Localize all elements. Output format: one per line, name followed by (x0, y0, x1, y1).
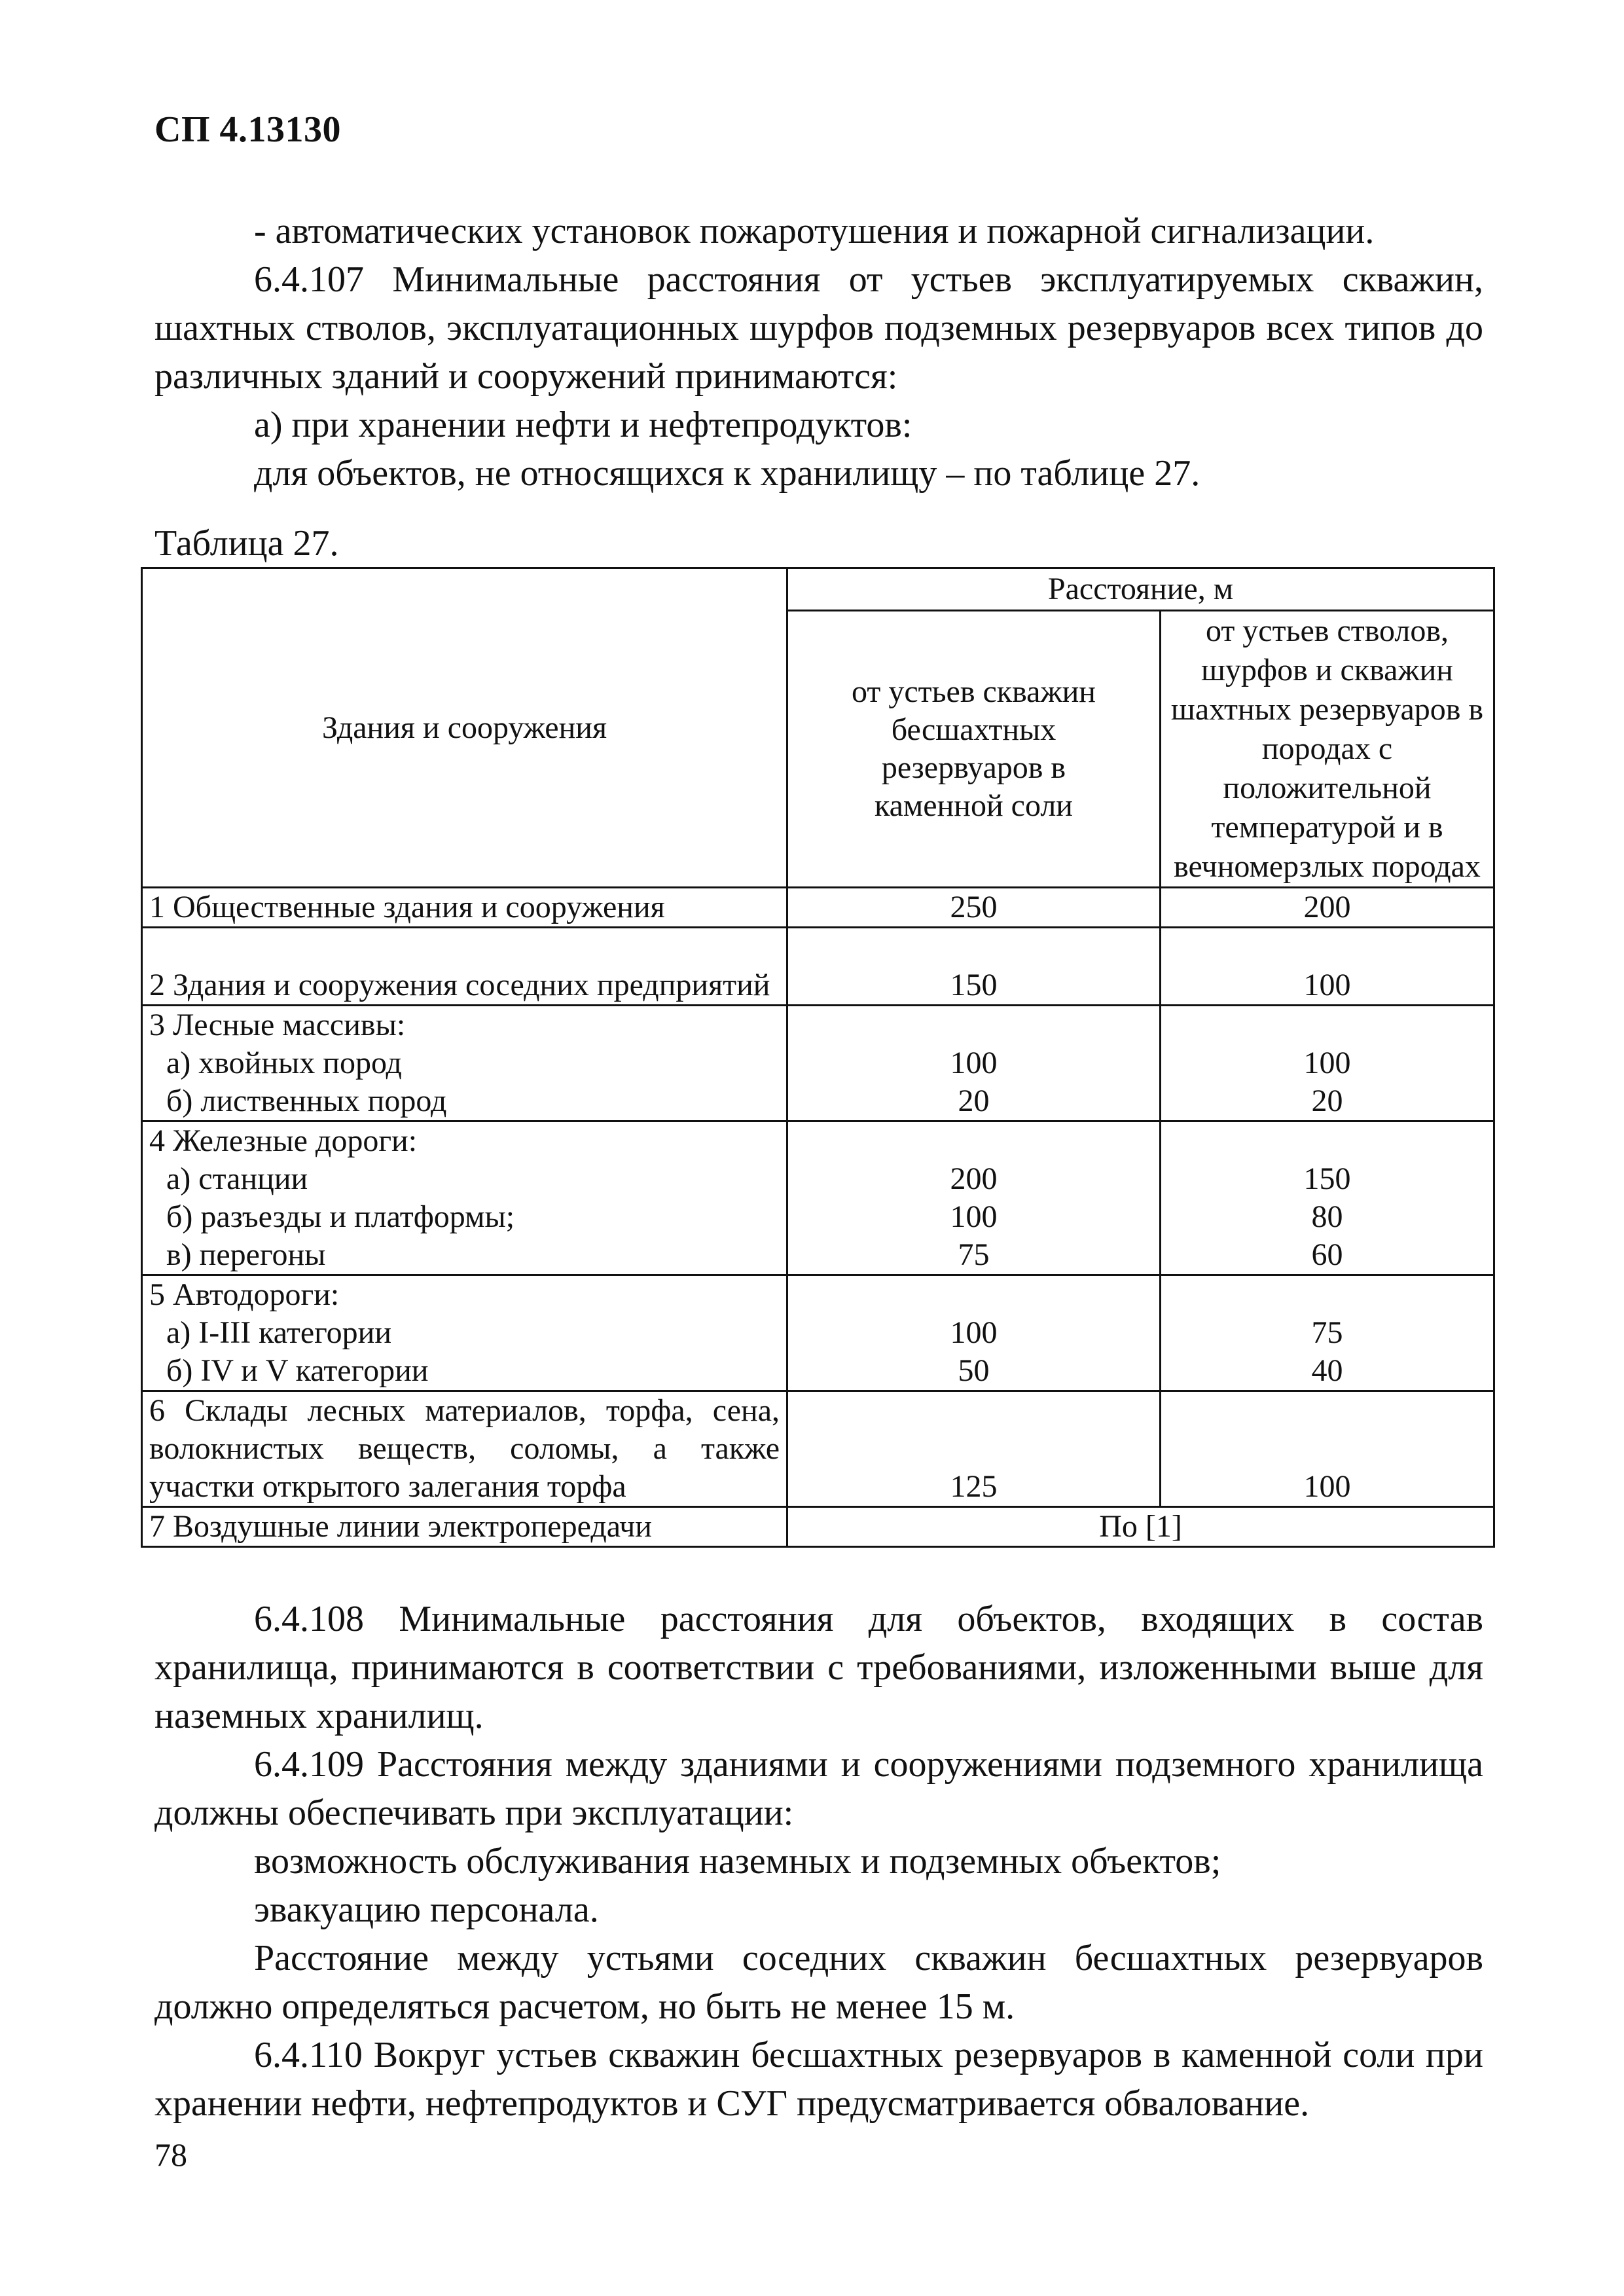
row-value-b: 100 (1161, 928, 1494, 1006)
row-name: 7 Воздушные линии электропередачи (142, 1507, 787, 1547)
column-header-shaftless-wells: от устьев скважин бесшахтных резервуаров в каменной соли (787, 611, 1161, 888)
row-name: 6 Склады лесных материалов, торфа, сена, волокнистых веществ, соломы, а также участки открытого залегания торфа (149, 1393, 780, 1504)
table-caption: Таблица 27. (154, 523, 339, 564)
row-value-b: 40 (1311, 1353, 1343, 1388)
paragraph-6-4-107: 6.4.107 Минимальные расстояния от устьев эксплуатируемых скважин, шахтных стволов, эксплуатационных шурфов подземных резервуаров всех типов до различных зданий и сооружений принимаются: (154, 259, 1483, 397)
column-group-header-distance: Расстояние, м (787, 568, 1494, 611)
row-value-b: 150 (1303, 1161, 1351, 1196)
row-subitem-name: б) лиственных пород (166, 1084, 447, 1118)
paragraph-maintenance: возможность обслуживания наземных и подземных объектов; (254, 1841, 1221, 1882)
row-value-a: 50 (958, 1353, 990, 1388)
row-value-b: 75 (1311, 1315, 1343, 1350)
row-value-b: 60 (1311, 1237, 1343, 1272)
table-row (142, 1275, 1494, 1391)
row-value-b: 100 (1303, 1046, 1351, 1080)
document-code: СП 4.13130 (154, 109, 341, 150)
row-value-b: 80 (1311, 1199, 1343, 1234)
row-subitem-name: б) IV и V категории (166, 1353, 429, 1388)
row-value-a: 75 (958, 1237, 990, 1272)
paragraph-evacuation: эвакуацию персонала. (254, 1889, 599, 1930)
row-value-a: 200 (950, 1161, 998, 1196)
page-number: 78 (154, 2136, 187, 2173)
table-row (142, 928, 1494, 1006)
row-name: 2 Здания и сооружения соседних предприятий (149, 968, 770, 1002)
paragraph-fire-systems: - автоматических установок пожаротушения и пожарной сигнализации. (254, 211, 1375, 251)
row-value-merged: По [1] (787, 1507, 1494, 1547)
row-value-b: 20 (1311, 1084, 1343, 1118)
row-value-b: 100 (1161, 1391, 1494, 1507)
row-value-a: 20 (958, 1084, 990, 1118)
row-value-a: 250 (787, 888, 1161, 928)
row-name: 1 Общественные здания и сооружения (142, 888, 787, 928)
row-value-b: 200 (1161, 888, 1494, 928)
row-value-a: 100 (950, 1046, 998, 1080)
table-row (142, 1391, 1494, 1507)
paragraph-6-4-108: 6.4.108 Минимальные расстояния для объектов, входящих в состав хранилища, принимаются в соответствии с требованиями, изложенными выше для наземных хранилищ. (154, 1599, 1483, 1736)
paragraph-oil-storage: а) при хранении нефти и нефтепродуктов: (254, 405, 912, 445)
row-value-a: 150 (787, 928, 1161, 1006)
column-header-shaft-reservoirs: от устьев стволов, шурфов и скважин шахтных резервуаров в породах с положительной температурой и в вечномерзлых породах (1161, 611, 1494, 888)
row-subitem-name: а) хвойных пород (166, 1046, 402, 1080)
row-name: 4 Железные дороги: (149, 1123, 418, 1158)
paragraph-table-ref: для объектов, не относящихся к хранилищу – по таблице 27. (254, 453, 1200, 494)
row-value-a: 100 (950, 1199, 998, 1234)
row-value-a: 125 (787, 1391, 1161, 1507)
row-subitem-name: б) разъезды и платформы; (166, 1199, 515, 1234)
table-header-row-1 (142, 568, 1494, 611)
row-name: 5 Автодороги: (149, 1277, 340, 1312)
row-name: 3 Лесные массивы: (149, 1008, 406, 1042)
paragraph-6-4-109: 6.4.109 Расстояния между зданиями и сооружениями подземного хранилища должны обеспечивать при эксплуатации: (154, 1744, 1483, 1833)
distance-table (141, 567, 1495, 1548)
section-6-4-107 (154, 207, 1483, 498)
row-subitem-name: в) перегоны (166, 1237, 326, 1272)
row-subitem-name: а) станции (166, 1161, 308, 1196)
column-header-buildings: Здания и сооружения (142, 568, 787, 888)
paragraph-well-distance: Расстояние между устьями соседних скважин бесшахтных резервуаров должно определяться расчетом, но быть не менее 15 м. (154, 1938, 1483, 2027)
section-6-4-108-110 (154, 1595, 1483, 2128)
table-row (142, 1006, 1494, 1121)
row-subitem-name: а) I-III категории (166, 1315, 392, 1350)
table-row (142, 888, 1494, 928)
paragraph-6-4-110: 6.4.110 Вокруг устьев скважин бесшахтных резервуаров в каменной соли при хранении нефти, нефтепродуктов и СУГ предусматривается обвалование. (154, 2035, 1483, 2124)
table-row (142, 1121, 1494, 1275)
table-row (142, 1507, 1494, 1547)
row-value-a: 100 (950, 1315, 998, 1350)
